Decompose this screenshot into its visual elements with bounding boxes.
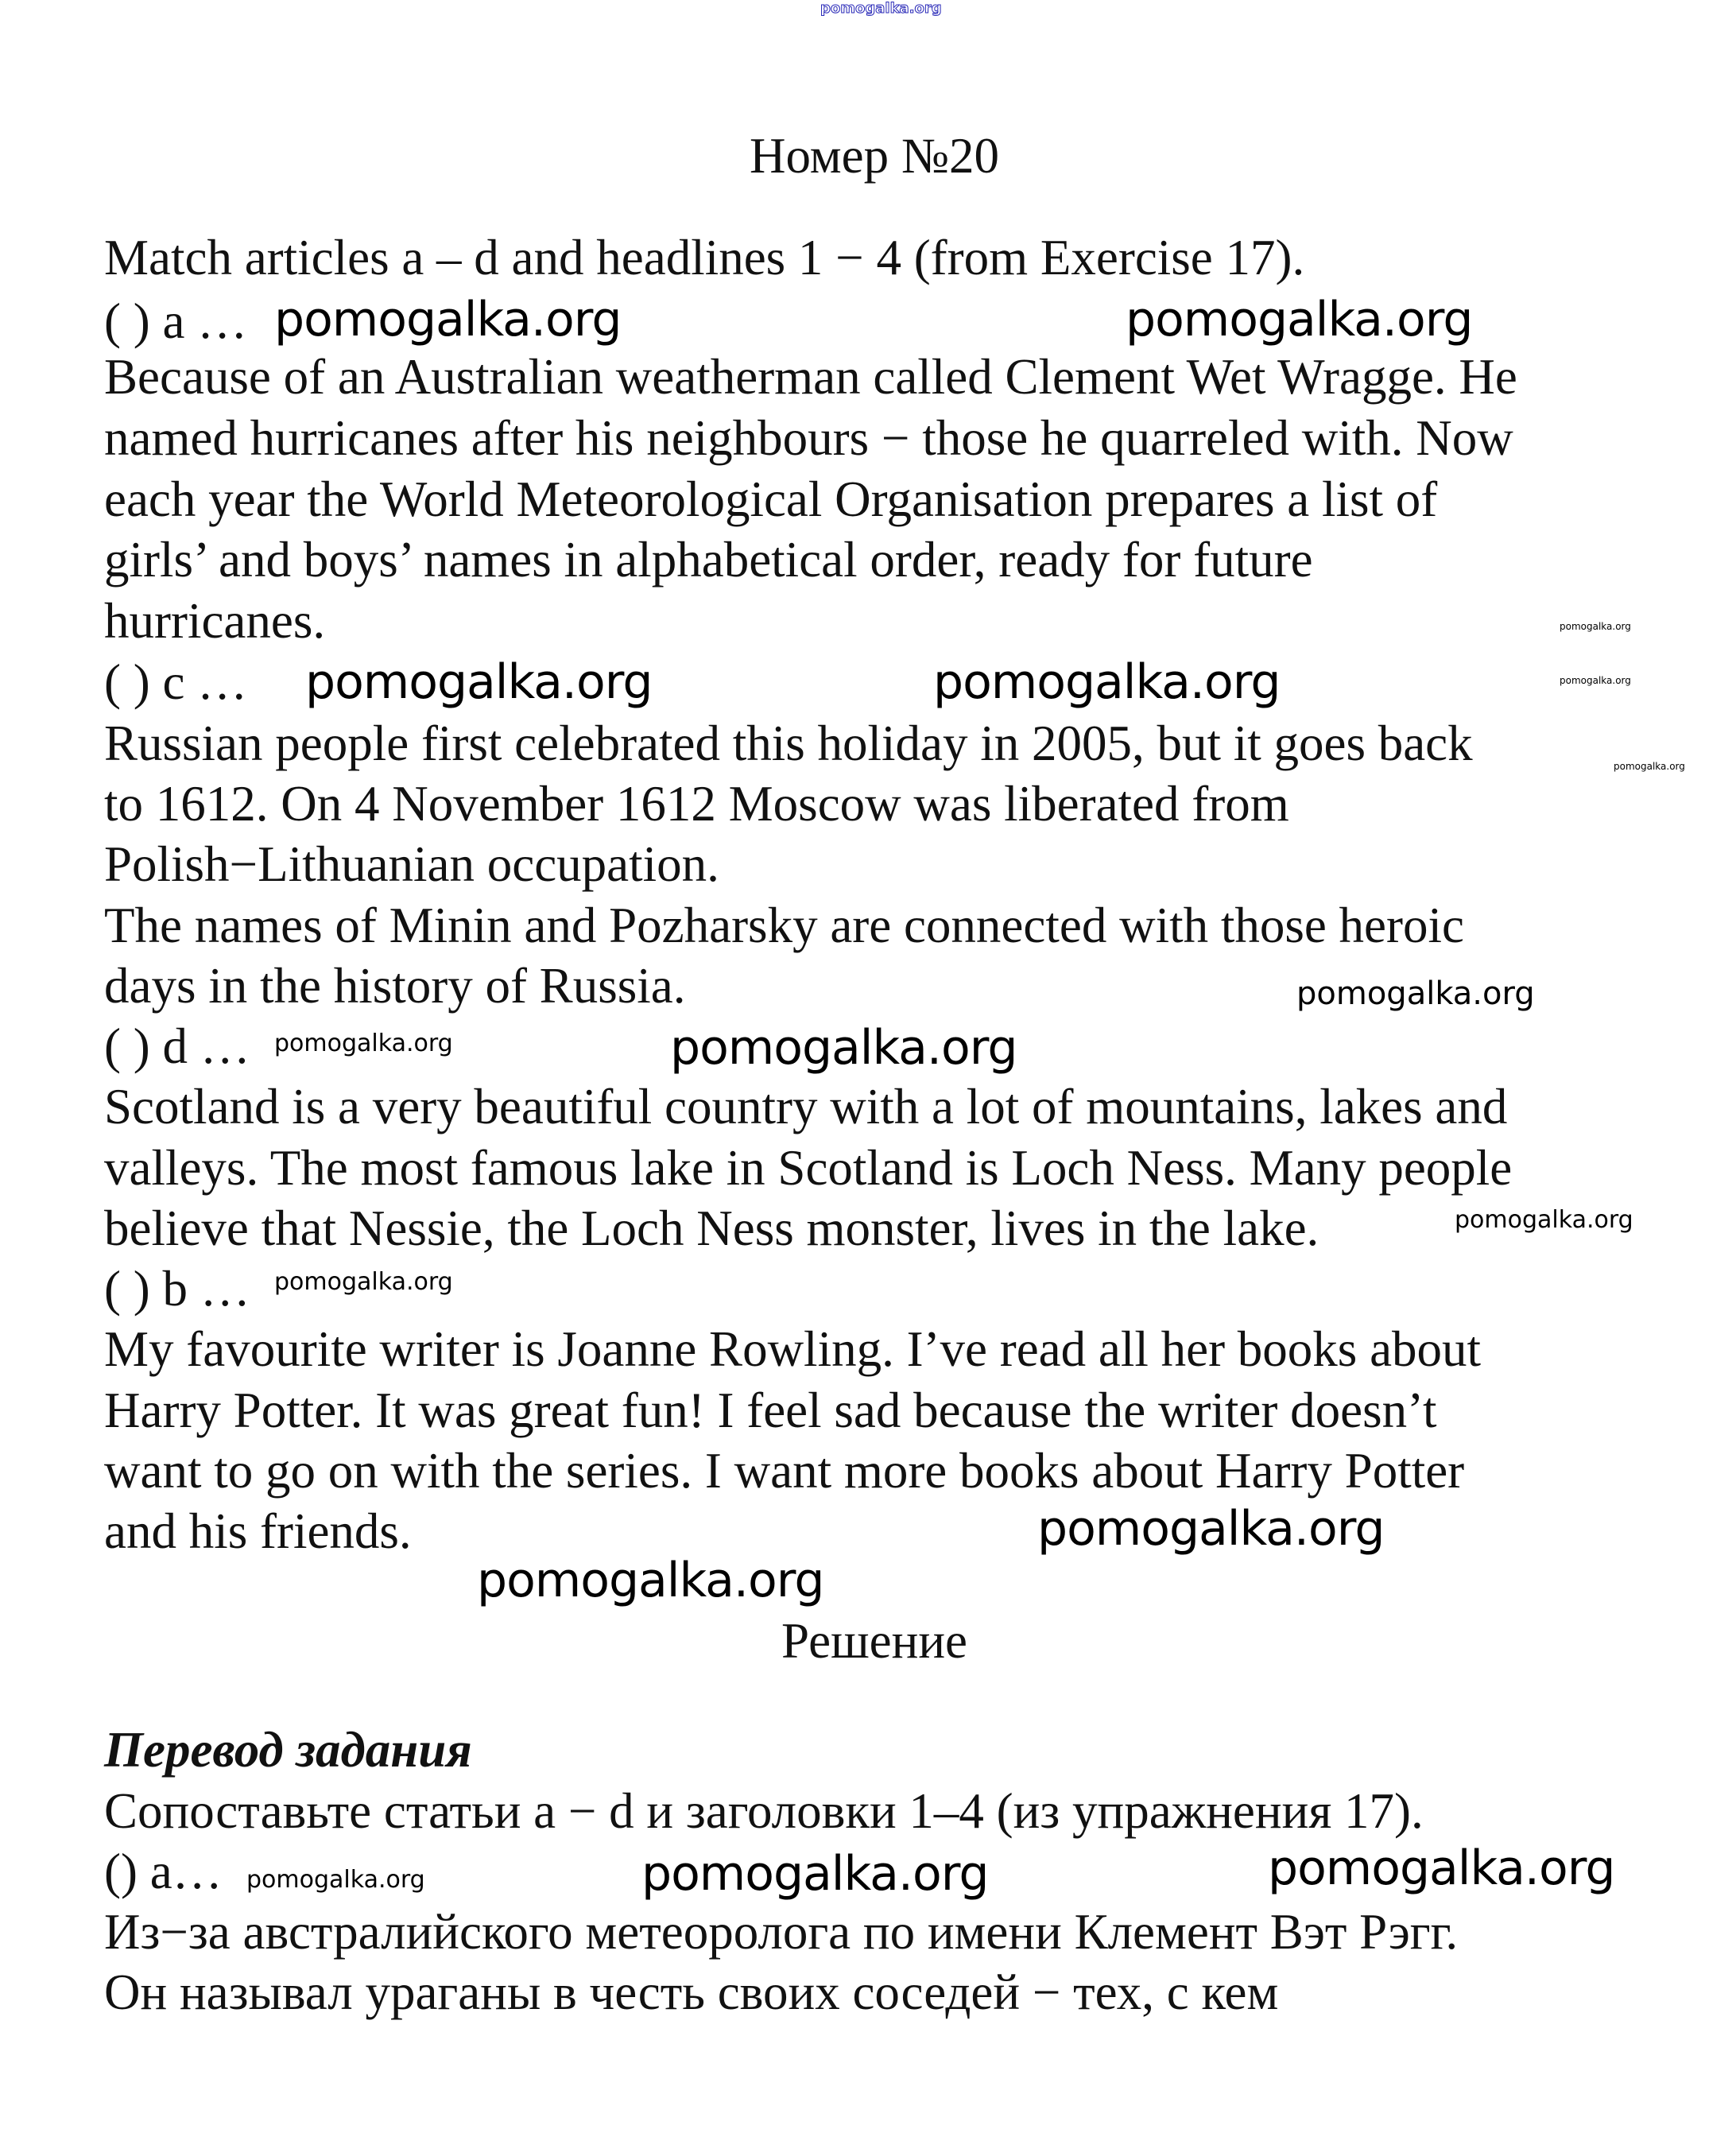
text-line: days in the history of Russia. [104,958,686,1014]
text-line: and his friends. [104,1503,412,1559]
watermark: pomogalka.org [1268,1840,1615,1896]
header-watermark: pomogalka.org [820,0,942,17]
text-line: each year the World Meteorological Organisation prepares a list of [104,471,1438,527]
watermark: pomogalka.org [305,654,653,710]
text-line: Сопоставьте статьи a − d и заголовки 1–4 (из упражнения 17). [104,1783,1424,1839]
text-line: Harry Potter. It was great fun! I feel sad because the writer doesn’t [104,1383,1437,1438]
text-line: Match articles a – d and headlines 1 − 4 (from Exercise 17). [104,230,1305,285]
watermark: pomogalka.org [246,1866,425,1894]
watermark: pomogalka.org [1126,292,1473,347]
text-line: named hurricanes after his neighbours − those he quarreled with. Now [104,410,1513,466]
watermark: pomogalka.org [1296,975,1535,1012]
page-title: Номер №20 [750,128,999,184]
text-line: Because of an Australian weatherman called Clement Wet Wragge. He [104,349,1517,405]
watermark: pomogalka.org [274,292,622,347]
text-line: ( ) b … [104,1261,250,1317]
text-line: want to go on with the series. I want more books about Harry Potter [104,1443,1465,1499]
watermark: pomogalka.org [1560,621,1631,632]
watermark: pomogalka.org [670,1020,1017,1076]
text-line: Polish−Lithuanian occupation. [104,836,719,892]
text-line: Scotland is a very beautiful country with a lot of mountains, lakes and [104,1079,1508,1134]
text-line: to 1612. On 4 November 1612 Moscow was liberated from [104,776,1289,832]
text-line: believe that Nessie, the Loch Ness monster, lives in the lake. [104,1200,1319,1256]
text-line: Он называл ураганы в честь своих соседей − тех, с кем [104,1964,1279,2020]
watermark: pomogalka.org [641,1846,989,1902]
watermark: pomogalka.org [1037,1501,1385,1557]
text-line: ( ) d … [104,1018,250,1074]
text-line: Russian people first celebrated this holiday in 2005, but it goes back [104,716,1473,771]
text-line: ( ) a … [104,293,248,349]
text-line: () a… [104,1844,223,1899]
text-line: My favourite writer is Joanne Rowling. I’ve read all her books about [104,1321,1482,1377]
watermark: pomogalka.org [1455,1206,1633,1234]
watermark: pomogalka.org [274,1268,453,1296]
text-line: hurricanes. [104,593,326,649]
watermark: pomogalka.org [274,1030,453,1057]
watermark: pomogalka.org [477,1553,824,1608]
text-line: The names of Minin and Pozharsky are connected with those heroic [104,898,1464,953]
watermark: pomogalka.org [1614,761,1685,772]
watermark: pomogalka.org [1560,675,1631,686]
watermark: pomogalka.org [933,654,1281,710]
text-line: girls’ and boys’ names in alphabetical order, ready for future [104,532,1313,588]
text-line: Из−за австралийского метеоролога по имени Клемент Вэт Рэгг. [104,1904,1459,1960]
translation-heading: Перевод задания [104,1722,472,1778]
text-line: ( ) c … [104,654,248,710]
text-line: valleys. The most famous lake in Scotland is Loch Ness. Many people [104,1140,1513,1196]
solution-heading: Решение [781,1613,968,1669]
